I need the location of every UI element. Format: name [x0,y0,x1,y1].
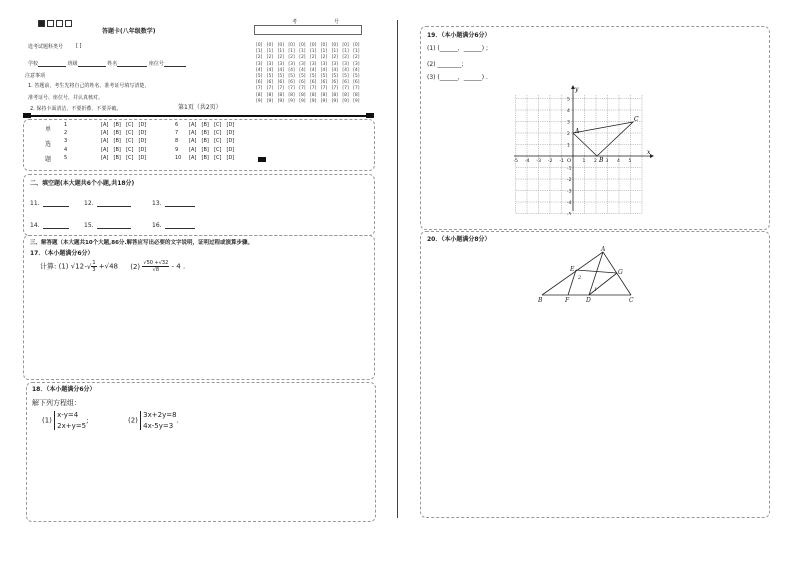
option-bubble[interactable]: [C] [214,154,222,161]
question-number: 6 [175,122,179,128]
separator: ; [86,416,89,425]
question-number: 9 [175,146,179,153]
option-bubble[interactable]: [A] [101,130,109,137]
question-number: 10 [175,154,182,161]
y-tick-label: -2 [567,178,572,183]
digit-bubble[interactable]: [9] [288,98,295,104]
digit-bubble[interactable]: [8] [266,92,274,98]
mc-label-char: 单 [45,126,52,133]
label-a: A [601,246,606,253]
point-a-label: A [575,128,580,135]
notice-title: 注意事项 [25,73,46,79]
option-bubble[interactable]: [C] [214,146,222,153]
digit-bubble[interactable]: [4] [256,67,263,73]
notice-1b: 准考证号、座位号，并认真核对。 [28,95,104,101]
y-tick-label: 2 [567,132,570,137]
mc-row [64,154,239,162]
section3-title: 三、解答题（本大题共10个大题,86分.解答应写出必要的文字说明，证明过程或演算步骤。 [30,240,253,246]
option-bubble[interactable]: [A] [189,122,197,128]
option-bubble[interactable]: [B] [201,122,209,128]
exam-number-box [254,19,362,107]
part2-label: (2) [128,416,138,425]
digit-bubble[interactable]: [4] [299,67,306,73]
label-b: B [538,297,543,304]
option-bubble[interactable]: [B] [113,154,121,161]
digit-bubble[interactable]: [1] [320,49,328,55]
equation: 3x+2y=8 [143,411,177,419]
x-tick-label: 2 [594,159,597,164]
option-bubble[interactable]: [A] [101,146,109,153]
mc-row [64,137,239,145]
label-f: F [565,297,570,304]
digit-bubble[interactable]: [1] [353,49,360,55]
digit-bubble[interactable]: [8] [353,92,360,98]
label-angle1: 1 [594,287,598,293]
mc-label [45,126,55,163]
digit-bubble[interactable]: [5] [353,74,360,80]
digit-bubble[interactable]: [6] [256,80,263,86]
digit-bubble[interactable]: [3] [299,61,306,67]
option-bubble[interactable]: [A] [101,138,109,145]
question-number: 4 [64,146,68,153]
digit-bubble[interactable]: [4] [288,67,295,73]
q18-system-2 [128,411,179,430]
digit-bubble[interactable]: [6] [331,80,338,86]
option-bubble[interactable]: [B] [113,138,121,145]
answer-blank[interactable] [43,206,69,207]
option-bubble[interactable]: [D] [138,146,147,153]
x-tick-label: -4 [525,159,530,164]
page-separator [397,20,398,518]
item-number: 12. [84,200,94,207]
registration-mark [366,113,374,118]
digit-bubble[interactable]: [7] [353,86,360,92]
fill-blank-item[interactable] [84,222,131,229]
option-bubble[interactable]: [B] [201,138,209,145]
item-number: 16. [152,222,162,229]
mc-row [64,129,239,137]
digit-bubble[interactable]: [7] [256,86,263,92]
digit-bubble[interactable]: [5] [299,74,306,80]
digit-bubble[interactable]: [5] [277,74,284,80]
digit-bubble[interactable]: [8] [288,92,295,98]
option-bubble[interactable]: [A] [189,130,197,137]
option-bubble[interactable]: [C] [214,130,222,137]
question-number: 3 [64,138,68,145]
option-bubble[interactable]: [A] [189,146,197,153]
q18-label: 18．（本小题满分6分） [32,386,96,393]
digit-bubble[interactable]: [7] [266,86,274,92]
seat-label: 座位号 [148,61,164,67]
digit-bubble[interactable]: [0] [320,43,328,48]
part2-label: (2) [130,262,141,271]
q17-expressions [40,260,185,273]
option-bubble[interactable]: [D] [226,154,235,161]
digit-bubble[interactable]: [3] [288,61,295,67]
digit-bubble[interactable]: [5] [331,74,338,80]
digit-bubble[interactable]: [9] [266,98,274,104]
y-tick-label: -5 [567,212,572,215]
digit-bubble[interactable]: [7] [331,86,338,92]
digit-bubble[interactable]: [4] [277,67,284,73]
item-number: 13. [152,200,162,207]
digit-bubble[interactable]: [6] [277,80,284,86]
x-tick-label: 5 [628,159,632,164]
option-bubble[interactable]: [C] [126,154,134,161]
q19-label: 19．（本小题满分6分） [427,32,491,39]
answer-blank[interactable] [165,228,195,229]
y-tick-label: -4 [567,201,572,206]
frac-den: √8 [152,267,160,273]
exam-no-label: 考 [292,19,298,25]
option-bubble[interactable]: [B] [201,130,209,137]
x-tick-label: -3 [536,159,541,164]
origin-label: O [567,158,572,164]
seat-field[interactable] [164,66,186,67]
answer-card-title: 答题卡(八年级数学) [102,28,156,35]
option-bubble[interactable]: [C] [126,122,134,128]
mc-answer-rows[interactable] [64,121,239,162]
digit-bubble[interactable]: [6] [266,80,274,86]
digit-bubble[interactable]: [0] [342,43,349,48]
option-bubble[interactable]: [A] [101,122,109,128]
digit-bubble[interactable]: [1] [266,49,274,55]
y-tick-label: -1 [567,166,572,172]
digit-bubble[interactable]: [9] [277,98,284,104]
digit-bubble[interactable]: [1] [342,49,349,55]
digit-bubble[interactable]: [7] [342,86,349,92]
notice-2: 2. 保持卡面清洁，不要折叠、不要弄破。 [30,106,122,112]
exam-number-header [254,25,362,35]
answer-blank[interactable] [97,206,131,207]
empty-square-icon [65,20,72,27]
digit-bubble[interactable]: [4] [342,67,349,73]
item-number: 15. [84,222,94,229]
axis-y-label: y [575,86,579,93]
class-label: 班级 [67,61,78,67]
label-e: E [570,266,575,273]
digit-bubble[interactable]: [5] [342,74,349,80]
section2-title: 二、填空题(本大题共6个小题,共18分) [30,180,135,187]
answer-blank[interactable] [97,228,131,229]
digit-bubble[interactable]: [6] [288,80,295,86]
option-bubble[interactable]: [C] [126,138,134,145]
option-bubble[interactable]: [B] [201,154,209,161]
digit-bubble[interactable]: [4] [309,67,317,73]
option-bubble[interactable]: [C] [126,130,134,137]
q18-instruction: 解下列方程组： [32,399,81,407]
item-number: 14. [30,222,40,229]
digit-bubble[interactable]: [2] [266,55,274,61]
digit-bubble[interactable]: [7] [299,86,306,92]
expr2-tail: - 4 . [171,262,186,271]
option-bubble[interactable]: [D] [138,122,147,128]
digit-bubble[interactable]: [2] [288,55,295,61]
digit-bubble[interactable]: [9] [299,98,306,104]
digit-bubble[interactable]: [6] [299,80,306,86]
digit-bubble[interactable]: [8] [277,92,284,98]
registration-mark [258,157,266,162]
x-tick-label: -5 [513,159,518,164]
part1-label: (1) [42,416,52,425]
option-bubble[interactable]: [B] [113,146,121,153]
school-label: 学校 [28,61,39,67]
digit-bubble[interactable]: [0] [353,43,360,48]
exam-number-bubbles[interactable] [256,43,364,105]
q19-line3[interactable]: (3) (______，______) . [427,74,488,81]
expr1-a: √12 [70,262,85,271]
option-bubble[interactable]: [B] [113,122,121,128]
point-b-label: B [599,157,604,164]
mc-label-char: 选 [45,141,52,148]
coordinate-grid [512,85,656,215]
label-d: D [586,297,591,304]
digit-bubble[interactable]: [8] [331,92,338,98]
black-square-icon [38,20,45,27]
digit-bubble[interactable]: [3] [266,61,274,67]
label-angle2: 2 [578,275,582,281]
header-squares [38,12,74,31]
expr2-fraction [142,260,169,273]
digit-bubble[interactable]: [2] [342,55,349,61]
digit-bubble[interactable]: [6] [309,80,317,86]
q17-label: 17．（本小题满分6分） [30,250,94,257]
digit-bubble[interactable]: [3] [320,61,328,67]
digit-bubble[interactable]: [3] [342,61,349,67]
digit-bubble[interactable]: [0] [266,43,274,48]
answer-blank[interactable] [43,228,69,229]
option-bubble[interactable]: [D] [226,130,235,137]
digit-bubble[interactable]: [0] [309,43,317,48]
page-indicator: 第1页（共2页） [178,104,222,111]
grid-lines [513,95,643,214]
option-bubble[interactable]: [C] [214,138,222,145]
digit-bubble[interactable]: [5] [320,74,328,80]
option-bubble[interactable]: [C] [214,122,222,128]
digit-bubble[interactable]: [9] [309,98,317,104]
digit-bubble[interactable]: [1] [309,49,317,55]
option-bubble[interactable]: [C] [126,146,134,153]
equation: x-y=4 [57,411,79,419]
fill-blank-item[interactable] [30,200,69,207]
subject-code-value[interactable]: [ ] [76,43,82,49]
option-bubble[interactable]: [A] [189,138,197,145]
digit-bubble[interactable]: [2] [256,55,263,61]
label-c: C [629,297,634,304]
class-field[interactable] [78,66,106,67]
digit-bubble[interactable]: [1] [299,49,306,55]
option-bubble[interactable]: [D] [138,154,147,161]
digit-bubble[interactable]: [7] [320,86,328,92]
equation-system [54,411,89,430]
digit-bubble[interactable]: [6] [353,80,360,86]
option-bubble[interactable]: [B] [113,130,121,137]
digit-bubble[interactable]: [2] [353,55,360,61]
digit-bubble[interactable]: [4] [353,67,360,73]
digit-bubble[interactable]: [6] [342,80,349,86]
digit-bubble[interactable]: [0] [299,43,306,48]
digit-bubble[interactable]: [3] [277,61,284,67]
question-number: 5 [64,154,68,161]
digit-bubble[interactable]: [2] [277,55,284,61]
digit-bubble[interactable]: [8] [320,92,328,98]
digit-bubble[interactable]: [1] [256,49,263,55]
fill-blank-item[interactable] [84,200,131,207]
digit-bubble[interactable]: [3] [353,61,360,67]
option-bubble[interactable]: [D] [138,130,147,137]
expr1-fraction [91,260,96,273]
empty-square-icon [56,20,63,27]
name-label: 姓名 [107,61,118,67]
name-field[interactable] [117,66,147,67]
digit-bubble[interactable]: [9] [320,98,328,104]
digit-bubble[interactable]: [1] [277,49,284,55]
item-number: 11. [30,200,40,207]
expr1-minus: -√ [84,262,92,271]
mc-row [64,146,239,154]
y-tick-label: 3 [567,120,570,126]
triangle-abc [573,122,633,156]
student-info-row [28,61,186,67]
q20-figure [532,244,642,306]
equation: 2x+y=5 [57,422,87,430]
x-tick-label: 1 [582,159,586,164]
digit-bubble[interactable]: [5] [266,74,274,80]
x-tick-label: 3 [605,159,609,164]
label-g: G [618,269,623,276]
digit-bubble[interactable]: [0] [256,43,263,48]
part1-label: (1) [58,262,69,271]
digit-bubble[interactable]: [5] [256,74,263,80]
option-bubble[interactable]: [B] [201,146,209,153]
y-tick-label: 1 [567,143,570,149]
digit-bubble[interactable]: [7] [309,86,317,92]
question-number: 2 [64,130,68,137]
question-number: 8 [175,138,179,145]
y-tick-label: -3 [567,189,572,195]
equation: 4x-5y=3 [143,422,174,430]
fill-blank-item[interactable] [152,222,195,229]
digit-bubble[interactable]: [2] [331,55,338,61]
axis-x-label: x [647,149,651,156]
separator: . [176,416,179,425]
exam-no-label2: 号 [334,19,340,25]
frac-num: √50 +√32 [143,260,169,266]
fill-blank-item[interactable] [152,200,195,207]
digit-bubble[interactable]: [9] [342,98,349,104]
digit-bubble[interactable]: [0] [288,43,295,48]
digit-bubble[interactable]: [2] [320,55,328,61]
digit-bubble[interactable]: [6] [320,80,328,86]
q20-label: 20．（本小题满分8分） [427,236,491,243]
point-c-label: C [634,116,639,123]
option-bubble[interactable]: [D] [226,138,235,145]
section-divider [28,115,368,117]
x-tick-label: -1 [559,159,564,164]
digit-bubble[interactable]: [2] [309,55,317,61]
x-tick-label: -2 [548,159,553,164]
digit-bubble[interactable]: [5] [309,74,317,80]
q19-line2[interactable]: (2) ________; [427,61,464,68]
frac-num: 1 [92,260,96,266]
digit-bubble[interactable]: [1] [288,49,295,55]
option-bubble[interactable]: [D] [226,122,235,128]
school-field[interactable] [38,66,66,67]
digit-bubble[interactable]: [8] [309,92,317,98]
y-tick-label: 5 [567,97,570,103]
option-bubble[interactable]: [A] [189,154,197,161]
digit-bubble[interactable]: [3] [256,61,263,67]
digit-bubble[interactable]: [9] [353,98,360,104]
question-number: 1 [64,122,68,128]
digit-bubble[interactable]: [0] [277,43,284,48]
digit-bubble[interactable]: [5] [288,74,295,80]
digit-bubble[interactable]: [9] [256,98,263,104]
digit-bubble[interactable]: [8] [256,92,263,98]
expr1-b: +√48 [98,262,119,271]
empty-square-icon [47,20,54,27]
subject-code-label: 选考试题科类号 [28,44,64,50]
notice-1: 1. 答题前，考生先将自己的姓名、准考证号填写清楚， [28,83,150,89]
q19-line1[interactable]: (1) (______，______) ; [427,45,489,52]
q18-system-1 [42,411,88,430]
digit-bubble[interactable]: [3] [309,61,317,67]
digit-bubble[interactable]: [8] [299,92,306,98]
digit-bubble[interactable]: [9] [331,98,338,104]
mc-row [64,121,239,129]
equation-system [140,411,176,430]
question-number: 7 [175,130,179,137]
option-bubble[interactable]: [D] [138,138,147,145]
option-bubble[interactable]: [D] [226,146,235,153]
x-tick-label: 4 [617,159,620,164]
frac-den: 3 [92,267,96,273]
answer-blank[interactable] [165,206,195,207]
digit-bubble[interactable]: [0] [331,43,338,48]
option-bubble[interactable]: [A] [101,154,109,161]
y-tick-label: 4 [567,109,570,114]
digit-bubble[interactable]: [7] [288,86,295,92]
fill-blank-item[interactable] [30,222,69,229]
digit-bubble[interactable]: [8] [342,92,349,98]
arrow-x-icon [650,154,654,158]
digit-bubble[interactable]: [7] [277,86,284,92]
digit-bubble[interactable]: [2] [299,55,306,61]
digit-bubble[interactable]: [4] [266,67,274,73]
digit-bubble[interactable]: [4] [331,67,338,73]
digit-bubble[interactable]: [1] [331,49,338,55]
digit-bubble[interactable]: [3] [331,61,338,67]
digit-bubble[interactable]: [4] [320,67,328,73]
mc-label-char: 题 [45,156,52,163]
calc-label: 计算: [40,262,57,271]
